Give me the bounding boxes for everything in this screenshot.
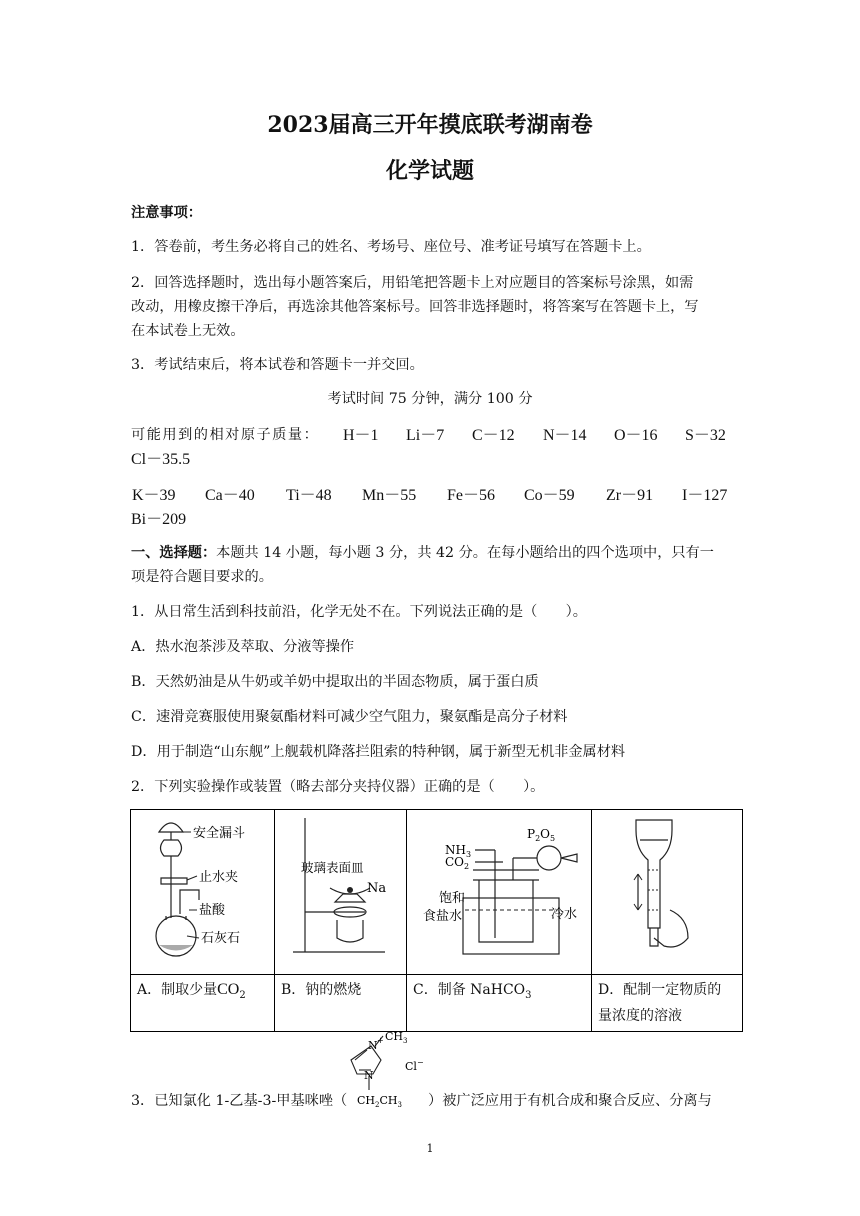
mol-cl: Cl− [405, 1058, 424, 1073]
mol-ethyl: $CH_2CH_3$ [357, 1094, 402, 1109]
apparatus-b-cell [275, 810, 407, 975]
q1-option-a: A．热水泡茶涉及萃取、分液等操作 [131, 639, 355, 655]
label-limestone: 石灰石 [201, 931, 241, 946]
atomic-mass-label: 可能用到的相对原子质量： [131, 427, 320, 443]
mol-n2: N [364, 1069, 374, 1082]
label-hydrochloric-acid: 盐酸 [199, 903, 226, 918]
q3-stem-end: ）被广泛应用于有机合成和聚合反应、分离与 [428, 1093, 712, 1109]
atomic-mass-i: I－127 [682, 487, 728, 504]
label-safety-funnel: 安全漏斗 [193, 826, 246, 841]
apparatus-d-figure [592, 810, 742, 970]
q3-stem-start: 3．已知氯化 1-乙基-3-甲基咪唑（ [131, 1093, 348, 1109]
section-heading: 一、选择题： [131, 545, 217, 561]
atomic-mass-ca: Ca－40 [205, 487, 255, 504]
atomic-mass-co: Co－59 [524, 487, 575, 504]
label-co2: $CO_2$ [445, 855, 470, 871]
atomic-mass-bi: Bi－209 [131, 511, 187, 528]
caption-c: C．制备 NaHCO$_3$ [407, 975, 592, 1032]
section-intro [131, 542, 714, 562]
q2-stem: 2．下列实验操作或装置（略去部分夹持仪器）正确的是（ ）。 [131, 779, 545, 795]
label-cold-water: 冷水 [551, 907, 578, 922]
atomic-mass-o: O－16 [614, 427, 658, 444]
q2-apparatus-table [130, 809, 743, 1032]
atomic-mass-zr: Zr－91 [606, 487, 654, 504]
notice-item-1: 1．答卷前，考生务必将自己的姓名、考场号、座位号、准考证号填写在答题卡上。 [131, 239, 651, 255]
section-intro-text: 本题共 14 小题，每小题 3 分，共 42 分。在每小题给出的四个选项中，只有一 [216, 545, 714, 561]
mol-plus: + [377, 1036, 384, 1045]
atomic-mass-k: K－39 [132, 487, 176, 504]
exam-subtitle: 化学试题 [385, 158, 474, 184]
q1-stem: 1．从日常生活到科技前沿，化学无处不在。下列说法正确的是（ ）。 [131, 604, 587, 620]
q1-option-b: B．天然奶油是从牛奶或羊奶中提取出的半固态物质，属于蛋白质 [131, 674, 539, 690]
exam-info: 考试时间 75 分钟，满分 100 分 [327, 391, 533, 407]
label-watch-glass: 玻璃表面皿 [301, 860, 364, 875]
exam-title: 2023届高三开年摸底联考湖南卷 [267, 112, 593, 138]
atomic-mass-c: C－12 [472, 427, 515, 444]
label-p2o5: $P_2O_5$ [527, 827, 556, 843]
atomic-mass-n: N－14 [543, 427, 587, 444]
page-number: 1 [426, 1142, 434, 1155]
apparatus-c-cell [407, 810, 592, 975]
atomic-mass-ti: Ti－48 [286, 487, 332, 504]
atomic-mass-h: H－1 [343, 427, 379, 444]
apparatus-d-cell [592, 810, 743, 975]
caption-b: B．钠的燃烧 [275, 975, 407, 1032]
atomic-mass-fe: Fe－56 [447, 487, 496, 504]
apparatus-c-figure [407, 810, 591, 970]
label-saturated: 饱和 [439, 891, 466, 906]
apparatus-a-cell [131, 810, 275, 975]
atomic-mass-li: Li－7 [406, 427, 445, 444]
atomic-mass-cl: Cl－35.5 [131, 451, 191, 468]
notice-item-2: 2．回答选择题时，选出每小题答案后，用铅笔把答题卡上对应题目的答案标号涂黑，如需 [131, 275, 694, 291]
notice-item-2-cont: 改动，用橡皮擦干净后，再选涂其他答案标号。回答非选择题时，将答案写在答题卡上，写 [131, 299, 699, 315]
mol-ch3: $CH_3$ [385, 1030, 408, 1045]
atomic-mass-s: S－32 [685, 427, 726, 444]
q1-option-c: C．速滑竞赛服使用聚氨酯材料可减少空气阻力，聚氨酯是高分子材料 [131, 709, 568, 725]
label-brine: 食盐水 [423, 909, 463, 924]
apparatus-a-figure [131, 810, 274, 970]
caption-d: D．配制一定物质的 量浓度的溶液 [592, 975, 743, 1032]
atomic-mass-mn: Mn－55 [362, 487, 417, 504]
label-nh3: $NH_3$ [445, 843, 472, 859]
notice-heading: 注意事项： [131, 205, 202, 221]
q1-option-d: D．用于制造“山东舰”上舰载机降落拦阻索的特种钢，属于新型无机非金属材料 [131, 744, 626, 760]
notice-item-3: 3．考试结束后，将本试卷和答题卡一并交回。 [131, 357, 424, 373]
section-intro-cont: 项是符合题目要求的。 [131, 569, 273, 585]
caption-a: A．制取少量$CO_2$ [131, 975, 275, 1032]
apparatus-b-figure [275, 810, 406, 970]
notice-item-2-cont2: 在本试卷上无效。 [131, 323, 245, 339]
mol-n1: N [368, 1039, 378, 1052]
label-water-clamp: 止水夹 [199, 870, 239, 885]
label-na: Na [367, 881, 387, 896]
